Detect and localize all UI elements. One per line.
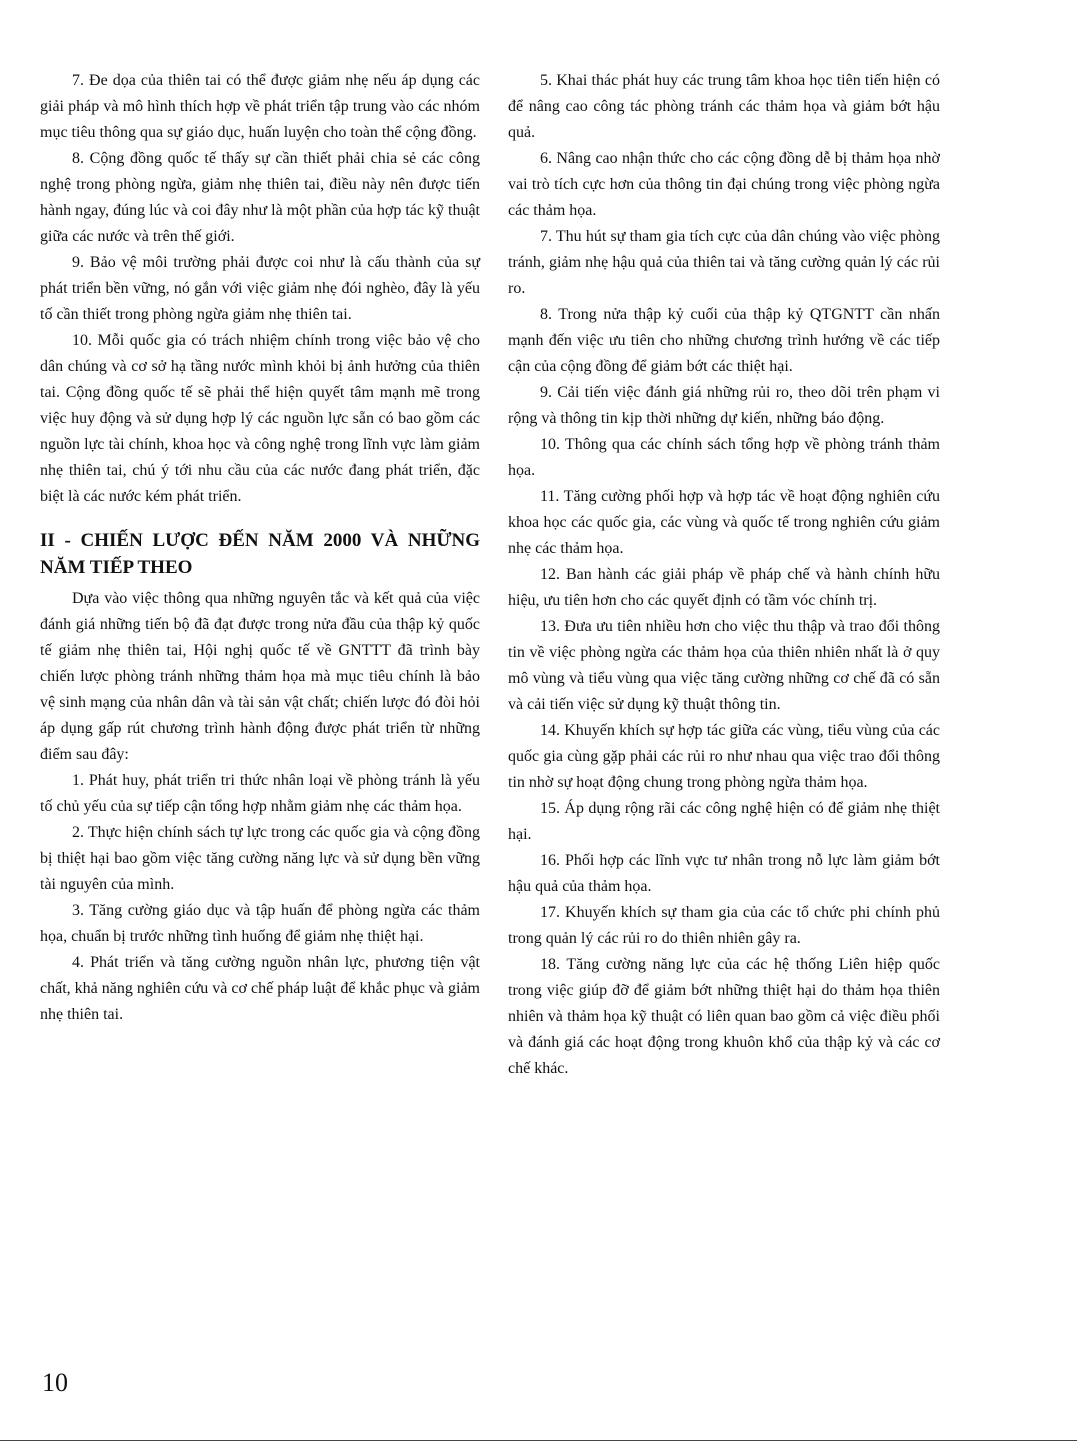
paragraph: 10. Mỗi quốc gia có trách nhiệm chính trong việc bảo vệ cho dân chúng và cơ sở hạ tầng nước mình khỏi bị ảnh hưởng của thiên tai. Cộng đồng quốc tế sẽ phải thể hiện quyết tâm mạnh mẽ trong việc huy động và sử dụng hợp lý các nguồn lực sẵn có bao gồm các nguồn lực tài chính, khoa học và công nghệ trong lĩnh vực làm giảm nhẹ thiên tai, chú ý tới nhu cầu của các nước đang phát triển, đặc biệt là các nước kém phát triển. [40, 332, 480, 505]
paragraph: 10. Thông qua các chính sách tổng hợp về phòng tránh thảm họa. [508, 436, 940, 479]
paragraph: 7. Thu hút sự tham gia tích cực của dân chúng vào việc phòng tránh, giảm nhẹ hậu quả của thiên tai và tăng cường quản lý các rủi ro. [508, 228, 940, 297]
paragraph: Dựa vào việc thông qua những nguyên tắc và kết quả của việc đánh giá những tiến bộ đã đạt được trong nửa đầu của thập kỷ quốc tế giảm nhẹ thiên tai, Hội nghị quốc tế về GNTTT đã trình bày chiến lược phòng tránh những thảm họa mà mục tiêu chính là bảo vệ sinh mạng của nhân dân và tài sản vật chất; chiến lược đó đòi hỏi áp dụng gấp rút chương trình hành động được phát triển từ những điểm sau đây: [40, 590, 480, 763]
paragraph: 4. Phát triển và tăng cường nguồn nhân lực, phương tiện vật chất, khả năng nghiên cứu và cơ chế pháp luật để khắc phục và giảm nhẹ thiên tai. [40, 954, 480, 1023]
paragraph: 17. Khuyến khích sự tham gia của các tổ chức phi chính phủ trong quản lý các rủi ro do thiên nhiên gây ra. [508, 904, 940, 947]
paragraph: 16. Phối hợp các lĩnh vực tư nhân trong nỗ lực làm giảm bớt hậu quả của thảm họa. [508, 852, 940, 895]
paragraph: 1. Phát huy, phát triển tri thức nhân loại về phòng tránh là yếu tố chủ yếu của sự tiếp cận tổng hợp nhằm giảm nhẹ các thảm họa. [40, 772, 480, 815]
paragraph: 8. Trong nửa thập kỷ cuối của thập kỷ QTGNTT cần nhấn mạnh đến việc ưu tiên cho những chương trình hướng về các tiếp cận của cộng đồng để giảm bớt các thiệt hại. [508, 306, 940, 375]
paragraph: 15. Áp dụng rộng rãi các công nghệ hiện có để giảm nhẹ thiệt hại. [508, 800, 940, 843]
paragraph: 13. Đưa ưu tiên nhiều hơn cho việc thu thập và trao đổi thông tin về việc phòng ngừa các thảm họa của thiên nhiên nhất là ở quy mô vùng và tiểu vùng qua việc tăng cường những cơ chế đã có sẵn và cải tiến việc sử dụng kỹ thuật thông tin. [508, 618, 940, 713]
paragraph: 12. Ban hành các giải pháp về pháp chế và hành chính hữu hiệu, ưu tiên hơn cho các quyết định có tầm vóc chính trị. [508, 566, 940, 609]
paragraph: 5. Khai thác phát huy các trung tâm khoa học tiên tiến hiện có để nâng cao công tác phòng tránh các thảm họa và giảm bớt hậu quả. [508, 72, 940, 141]
paragraph: 3. Tăng cường giáo dục và tập huấn để phòng ngừa các thảm họa, chuẩn bị trước những tình huống để giảm nhẹ thiệt hại. [40, 902, 480, 945]
page-edge-divider [0, 1440, 1077, 1441]
right-column [508, 68, 940, 1082]
paragraph: 14. Khuyến khích sự hợp tác giữa các vùng, tiểu vùng của các quốc gia cùng gặp phải các rủi ro như nhau qua việc trao đổi thông tin nhờ sự hoạt động chung trong phòng ngừa thảm họa. [508, 722, 940, 791]
paragraph: 6. Nâng cao nhận thức cho các cộng đồng dễ bị thảm họa nhờ vai trò tích cực hơn của thông tin đại chúng trong việc phòng ngừa các thảm họa. [508, 150, 940, 219]
paragraph: 8. Cộng đồng quốc tế thấy sự cần thiết phải chia sẻ các công nghệ trong phòng ngừa, giảm nhẹ thiên tai, điều này nên được tiến hành ngay, đúng lúc và coi đây như là một phần của hợp tác kỹ thuật giữa các nước và trên thế giới. [40, 150, 480, 245]
paragraph: 9. Bảo vệ môi trường phải được coi như là cấu thành của sự phát triển bền vững, nó gắn với việc giảm nhẹ đói nghèo, đây là yếu tố cần thiết trong phòng ngừa giảm nhẹ thiên tai. [40, 254, 480, 323]
left-column [40, 68, 480, 1028]
section-heading: II - CHIẾN LƯỢC ĐẾN NĂM 2000 VÀ NHỮNG NĂM TIẾP THEO [40, 530, 480, 578]
paragraph: 2. Thực hiện chính sách tự lực trong các quốc gia và cộng đồng bị thiệt hại bao gồm việc tăng cường năng lực và sử dụng bền vững tài nguyên của mình. [40, 824, 480, 893]
paragraph: 11. Tăng cường phối hợp và hợp tác về hoạt động nghiên cứu khoa học các quốc gia, các vùng và quốc tế trong nghiên cứu giảm nhẹ các thảm họa. [508, 488, 940, 557]
page-number: 10 [42, 1368, 68, 1397]
paragraph: 7. Đe dọa của thiên tai có thể được giảm nhẹ nếu áp dụng các giải pháp và mô hình thích hợp về phát triển tập trung vào các nhóm mục tiêu thông qua sự giáo dục, huấn luyện cho toàn thể cộng đồng. [40, 72, 480, 141]
paragraph: 9. Cải tiến việc đánh giá những rủi ro, theo dõi trên phạm vi rộng và thông tin kịp thời những dự kiến, những báo động. [508, 384, 940, 427]
paragraph: 18. Tăng cường năng lực của các hệ thống Liên hiệp quốc trong việc giúp đỡ để giảm bớt những thiệt hại do thảm họa thiên nhiên và thảm họa kỹ thuật có liên quan bao gồm cả việc điều phối và đánh giá các hoạt động trong khuôn khổ của thập kỷ và các cơ chế khác. [508, 956, 940, 1077]
